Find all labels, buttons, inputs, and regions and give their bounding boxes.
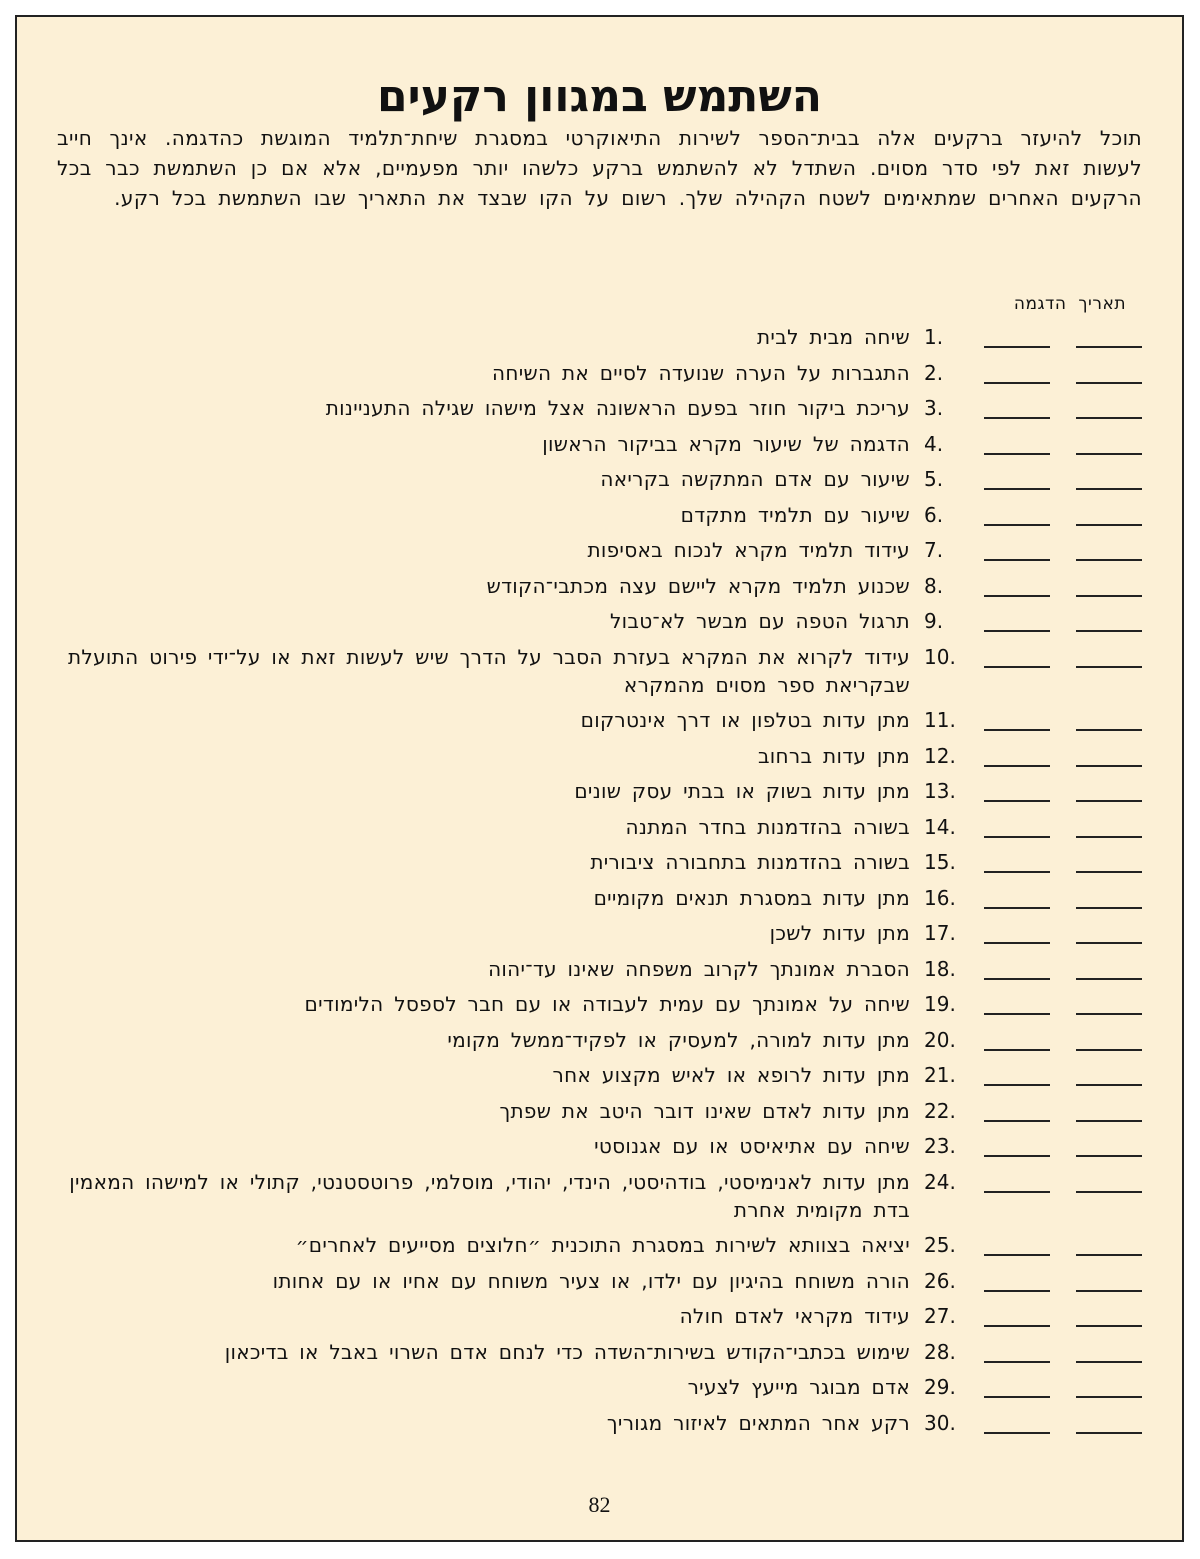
list-item xyxy=(57,955,1142,983)
item-number-text: 9. xyxy=(924,609,944,633)
settings-list xyxy=(57,323,1142,1444)
item-label: רקע אחר המתאים לאיזור מגוריך xyxy=(606,1410,910,1435)
item-number xyxy=(910,1061,968,1089)
item-number-text: 10. xyxy=(924,644,956,669)
date-blank-line[interactable] xyxy=(1076,1023,1142,1051)
item-label: בשורה בהזדמנות בתחבורה ציבורית xyxy=(590,850,910,874)
date-blank-line[interactable] xyxy=(1076,1129,1142,1157)
item-label: מתן עדות בטלפון או דרך אינטרקום xyxy=(580,708,910,732)
demonstration-blank-line[interactable] xyxy=(984,320,1050,348)
demonstration-blank-line[interactable] xyxy=(984,391,1050,419)
item-number xyxy=(910,955,968,983)
date-blank-line[interactable] xyxy=(1076,810,1142,838)
item-label: עידוד תלמיד מקרא לנכוח באסיפות xyxy=(587,538,910,562)
date-blank-line[interactable] xyxy=(1076,604,1142,632)
item-number xyxy=(910,536,968,564)
demonstration-blank-line[interactable] xyxy=(984,1094,1050,1122)
item-number xyxy=(910,706,968,734)
item-number xyxy=(910,643,968,671)
demonstration-blank-line[interactable] xyxy=(984,1023,1050,1051)
date-blank-line[interactable] xyxy=(1076,427,1142,455)
demonstration-blank-line[interactable] xyxy=(984,1264,1050,1292)
item-number-text: 3. xyxy=(924,396,944,420)
item-number xyxy=(910,1132,968,1160)
item-label: שימוש בכתבי־הקודש בשירות־השדה כדי לנחם אדם השרוי באבל או בדיכאון xyxy=(224,1339,910,1364)
demonstration-blank-line[interactable] xyxy=(984,1299,1050,1327)
item-number-text: 14. xyxy=(924,814,956,839)
item-label: הדגמה של שיעור מקרא בביקור הראשון xyxy=(542,431,910,456)
date-blank-line[interactable] xyxy=(1076,881,1142,909)
item-label: תרגול הטפה עם מבשר לא־טבול xyxy=(609,609,910,633)
item-label: מתן עדות לאנימיסטי, בודהיסטי, הינדי, יהודי, מוסלמי, פרוטסטנטי, קתולי או למישהו המאמין בדת מקומית אחרת xyxy=(69,1169,910,1222)
document-page xyxy=(15,15,1184,1542)
demonstration-column-header: הדגמה xyxy=(1013,294,1067,314)
list-item xyxy=(57,1061,1142,1089)
item-number-text: 11. xyxy=(924,708,956,732)
list-item xyxy=(57,742,1142,770)
item-number xyxy=(910,572,968,600)
list-item xyxy=(57,1373,1142,1401)
item-number-text: 5. xyxy=(924,467,944,491)
item-number xyxy=(910,359,968,387)
list-item xyxy=(57,1026,1142,1054)
item-number-text: 8. xyxy=(924,573,944,598)
demonstration-blank-line[interactable] xyxy=(984,952,1050,980)
item-label: מתן עדות בשוק או בבתי עסק שונים xyxy=(574,779,910,803)
item-number-text: 29. xyxy=(924,1375,956,1399)
item-number-text: 30. xyxy=(924,1410,956,1435)
date-blank-line[interactable] xyxy=(1076,356,1142,384)
item-label: יציאה בצוותא לשירות במסגרת התוכנית ״חלוצים מסייעים לאחרים״ xyxy=(295,1233,910,1257)
page-number: 82 xyxy=(588,1492,611,1517)
date-blank-line[interactable] xyxy=(1076,1094,1142,1122)
date-column-header: תאריך xyxy=(1078,294,1126,314)
date-blank-line[interactable] xyxy=(1076,774,1142,802)
demonstration-blank-line[interactable] xyxy=(984,533,1050,561)
item-label: עידוד מקראי לאדם חולה xyxy=(679,1304,910,1328)
list-item xyxy=(57,777,1142,805)
item-label: התגברות על הערה שנועדה לסיים את השיחה xyxy=(491,360,910,385)
demonstration-blank-line[interactable] xyxy=(984,774,1050,802)
date-blank-line[interactable] xyxy=(1076,703,1142,731)
demonstration-blank-line[interactable] xyxy=(984,462,1050,490)
demonstration-blank-line[interactable] xyxy=(984,1335,1050,1363)
item-label: מתן עדות לאדם שאינו דובר היטב את שפתך xyxy=(499,1098,910,1123)
list-item xyxy=(57,990,1142,1018)
item-label: עידוד לקרוא את המקרא בעזרת הסבר על הדרך שיש לעשות זאת או על־ידי פירוט התועלת שבקריאת ספר מסוים מהמקרא xyxy=(67,644,910,697)
list-item xyxy=(57,607,1142,635)
list-item xyxy=(57,394,1142,422)
item-label: שיחה עם אתיאיסט או עם אגנוסטי xyxy=(594,1134,910,1158)
demonstration-blank-line[interactable] xyxy=(984,604,1050,632)
demonstration-blank-line[interactable] xyxy=(984,356,1050,384)
item-number-text: 22. xyxy=(924,1098,956,1123)
date-blank-line[interactable] xyxy=(1076,739,1142,767)
date-blank-line[interactable] xyxy=(1076,1299,1142,1327)
item-number xyxy=(910,1267,968,1295)
date-blank-line[interactable] xyxy=(1076,845,1142,873)
list-item xyxy=(57,919,1142,947)
item-number-text: 13. xyxy=(924,779,956,803)
item-number xyxy=(910,394,968,422)
item-label: עריכת ביקור חוזר בפעם הראשונה אצל מישהו שגילה התעניינות xyxy=(325,396,910,420)
item-label: שכנוע תלמיד מקרא ליישם עצה מכתבי־הקודש xyxy=(486,573,910,598)
item-number xyxy=(910,848,968,876)
item-label: מתן עדות לשכן xyxy=(769,921,910,945)
list-item xyxy=(57,813,1142,841)
list-item xyxy=(57,1097,1142,1125)
list-item xyxy=(57,884,1142,912)
item-number-text: 28. xyxy=(924,1339,956,1364)
list-item xyxy=(57,643,1142,699)
item-label: שיעור עם אדם המתקשה בקריאה xyxy=(600,467,910,491)
item-label: אדם מבוגר מייעץ לצעיר xyxy=(687,1375,910,1399)
date-blank-line[interactable] xyxy=(1076,569,1142,597)
item-number xyxy=(910,742,968,770)
item-number-text: 24. xyxy=(924,1169,956,1194)
item-number-text: 26. xyxy=(924,1268,956,1293)
list-item xyxy=(57,1132,1142,1160)
list-item xyxy=(57,572,1142,600)
item-number-text: 16. xyxy=(924,885,956,910)
date-blank-line[interactable] xyxy=(1076,391,1142,419)
item-label: מתן עדות ברחוב xyxy=(757,743,910,768)
date-blank-line[interactable] xyxy=(1076,1406,1142,1434)
item-number xyxy=(910,323,968,351)
item-label: שיחה מבית לבית xyxy=(756,325,910,349)
date-blank-line[interactable] xyxy=(1076,1264,1142,1292)
date-blank-line[interactable] xyxy=(1076,533,1142,561)
list-item xyxy=(57,430,1142,458)
demonstration-blank-line[interactable] xyxy=(984,739,1050,767)
list-item xyxy=(57,706,1142,734)
demonstration-blank-line[interactable] xyxy=(984,498,1050,526)
item-number-text: 27. xyxy=(924,1304,956,1328)
date-blank-line[interactable] xyxy=(1076,462,1142,490)
item-number xyxy=(910,884,968,912)
item-number xyxy=(910,813,968,841)
item-number-text: 6. xyxy=(924,502,944,527)
item-label: מתן עדות במסגרת תנאים מקומיים xyxy=(593,885,910,910)
item-label: הסברת אמונתך לקרוב משפחה שאינו עד־יהוה xyxy=(488,956,910,981)
date-blank-line[interactable] xyxy=(1076,1165,1142,1193)
item-number xyxy=(910,777,968,805)
list-item xyxy=(57,848,1142,876)
item-number-text: 19. xyxy=(924,992,956,1016)
list-item xyxy=(57,536,1142,564)
item-label: הורה משוחח בהיגיון עם ילדו, או צעיר משוחח עם אחיו או עם אחותו xyxy=(272,1268,910,1293)
item-number xyxy=(910,1338,968,1366)
column-headers xyxy=(1014,293,1126,315)
item-number xyxy=(910,990,968,1018)
list-item xyxy=(57,465,1142,493)
item-number-text: 12. xyxy=(924,743,956,768)
item-number xyxy=(910,919,968,947)
date-blank-line[interactable] xyxy=(1076,1058,1142,1086)
item-number-text: 15. xyxy=(924,850,956,874)
date-blank-line[interactable] xyxy=(1076,1370,1142,1398)
date-blank-line[interactable] xyxy=(1076,320,1142,348)
list-item xyxy=(57,1267,1142,1295)
item-number-text: 20. xyxy=(924,1027,956,1052)
item-number-text: 4. xyxy=(924,431,944,456)
intro-paragraph: תוכל להיעזר ברקעים אלה בבית־הספר לשירות התיאוקרטי במסגרת שיחת־תלמיד המוגשת כהדגמה. אינך חייב לעשות זאת לפי סדר מסוים. השתדל לא להשתמש ברקע כלשהו יותר מפעמיים, אלא אם כן השתמשת כבר בכל הרקעים האחרים שמתאימים לשטח הקהילה שלך. רשום על הקו שבצד את התאריך שבו השתמשת בכל רקע. xyxy=(57,126,1142,210)
date-blank-line[interactable] xyxy=(1076,498,1142,526)
date-blank-line[interactable] xyxy=(1076,640,1142,668)
demonstration-blank-line[interactable] xyxy=(984,987,1050,1015)
item-number xyxy=(910,607,968,635)
list-item xyxy=(57,1338,1142,1366)
item-number-text: 17. xyxy=(924,921,956,945)
item-number-text: 21. xyxy=(924,1063,956,1087)
list-item xyxy=(57,359,1142,387)
list-item xyxy=(57,1409,1142,1437)
item-label: בשורה בהזדמנות בחדר המתנה xyxy=(625,814,910,839)
demonstration-blank-line[interactable] xyxy=(984,810,1050,838)
demonstration-blank-line[interactable] xyxy=(984,1406,1050,1434)
item-number-text: 2. xyxy=(924,360,944,385)
demonstration-blank-line[interactable] xyxy=(984,1228,1050,1256)
list-item xyxy=(57,323,1142,351)
item-number-text: 7. xyxy=(924,538,944,562)
item-number xyxy=(910,501,968,529)
item-number xyxy=(910,1026,968,1054)
list-item xyxy=(57,1231,1142,1259)
item-number-text: 18. xyxy=(924,956,956,981)
item-number xyxy=(910,430,968,458)
date-blank-line[interactable] xyxy=(1076,1228,1142,1256)
date-blank-line[interactable] xyxy=(1076,1335,1142,1363)
item-label: שיעור עם תלמיד מתקדם xyxy=(680,502,910,527)
demonstration-blank-line[interactable] xyxy=(984,1129,1050,1157)
list-item xyxy=(57,501,1142,529)
item-number-text: 25. xyxy=(924,1233,956,1257)
item-number-text: 23. xyxy=(924,1134,956,1158)
item-number-text: 1. xyxy=(924,325,944,349)
demonstration-blank-line[interactable] xyxy=(984,881,1050,909)
item-number xyxy=(910,1168,968,1196)
demonstration-blank-line[interactable] xyxy=(984,569,1050,597)
list-item xyxy=(57,1302,1142,1330)
item-label: מתן עדות למורה, למעסיק או לפקיד־ממשל מקומי xyxy=(447,1027,910,1052)
item-label: שיחה על אמונתך עם עמית לעבודה או עם חבר לספסל הלימודים xyxy=(304,992,910,1016)
demonstration-blank-line[interactable] xyxy=(984,916,1050,944)
list-item xyxy=(57,1168,1142,1224)
page-title: השתמש במגוון רקעים xyxy=(377,71,822,122)
demonstration-blank-line[interactable] xyxy=(984,1058,1050,1086)
item-number xyxy=(910,1302,968,1330)
item-label: מתן עדות לרופא או לאיש מקצוע אחר xyxy=(552,1063,910,1087)
date-blank-line[interactable] xyxy=(1076,952,1142,980)
demonstration-blank-line[interactable] xyxy=(984,427,1050,455)
date-blank-line[interactable] xyxy=(1076,916,1142,944)
item-number xyxy=(910,465,968,493)
item-number xyxy=(910,1409,968,1437)
date-blank-line[interactable] xyxy=(1076,987,1142,1015)
demonstration-blank-line[interactable] xyxy=(984,703,1050,731)
demonstration-blank-line[interactable] xyxy=(984,845,1050,873)
item-number xyxy=(910,1097,968,1125)
demonstration-blank-line[interactable] xyxy=(984,1370,1050,1398)
item-number xyxy=(910,1373,968,1401)
item-number xyxy=(910,1231,968,1259)
demonstration-blank-line[interactable] xyxy=(984,640,1050,668)
demonstration-blank-line[interactable] xyxy=(984,1165,1050,1193)
